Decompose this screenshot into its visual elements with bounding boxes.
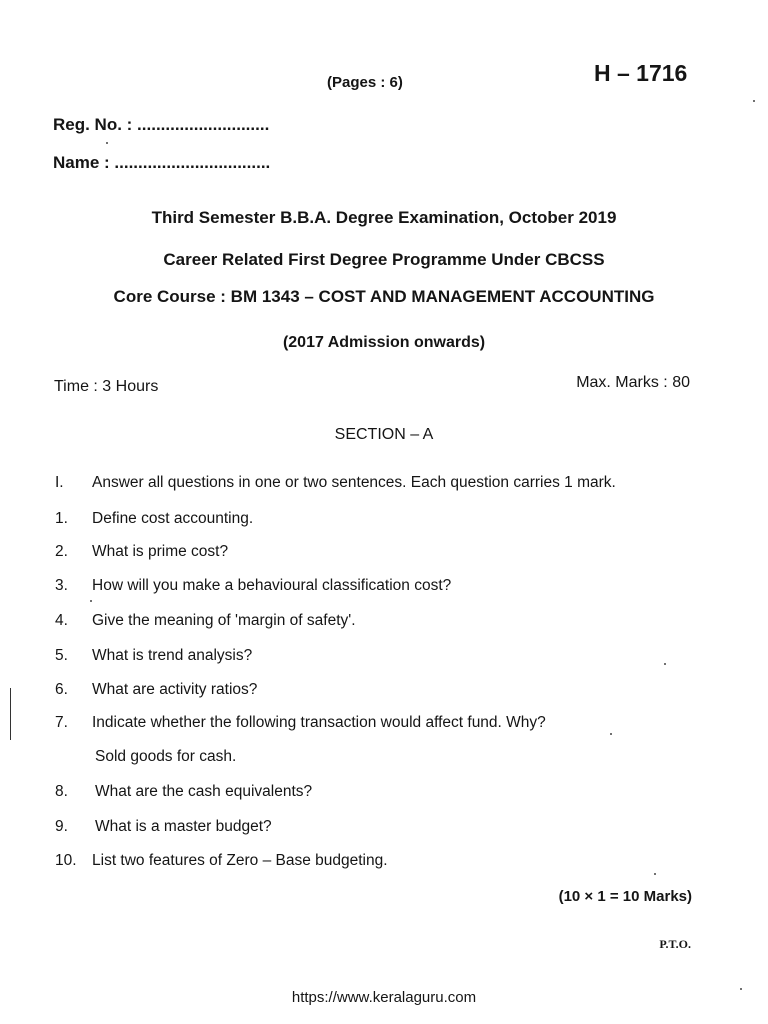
question-number: 5. — [55, 647, 68, 664]
section-heading: SECTION – A — [334, 426, 434, 443]
question-text: Give the meaning of 'margin of safety'. — [92, 612, 356, 629]
instruction-row — [0, 474, 768, 496]
admission-note: (2017 Admission onwards) — [282, 334, 486, 351]
question-text: What are activity ratios? — [92, 681, 258, 698]
question-row — [0, 818, 768, 840]
question-row — [0, 681, 768, 703]
question-text: List two features of Zero – Base budgeting. — [92, 852, 388, 869]
question-text: How will you make a behavioural classification cost? — [92, 577, 452, 594]
page-count: (Pages : 6) — [327, 74, 403, 91]
question-number: 7. — [55, 714, 68, 731]
question-row — [0, 612, 768, 634]
scan-speck — [753, 100, 755, 102]
question-number: 3. — [55, 577, 68, 594]
question-number: 4. — [55, 612, 68, 629]
question-number: 1. — [55, 510, 68, 527]
question-row — [0, 510, 768, 532]
course-title: Core Course : BM 1343 – COST AND MANAGEMENT ACCOUNTING — [113, 287, 655, 306]
question-row — [0, 647, 768, 669]
instruction-text: Answer all questions in one or two sentences. Each question carries 1 mark. — [92, 474, 616, 491]
question-row — [0, 714, 768, 736]
question-row — [0, 852, 768, 874]
question-text: What is trend analysis? — [92, 647, 253, 664]
footer-url: https://www.keralaguru.com — [291, 989, 477, 1006]
question-row — [0, 577, 768, 599]
exam-title: Third Semester B.B.A. Degree Examination, October 2019 — [151, 208, 617, 227]
question-number: 9. — [55, 818, 68, 835]
scan-speck — [654, 873, 656, 875]
section-marks-total: (10 × 1 = 10 Marks) — [558, 888, 692, 905]
scan-margin-mark — [10, 688, 11, 740]
programme-title: Career Related First Degree Programme Under CBCSS — [163, 250, 605, 269]
pto-label: P.T.O. — [659, 937, 691, 951]
question-number: 10. — [55, 852, 77, 869]
question-number: 6. — [55, 681, 68, 698]
question-text: What is prime cost? — [92, 543, 229, 560]
question-text: What are the cash equivalents? — [95, 783, 313, 800]
time-label: Time : 3 Hours — [54, 378, 159, 395]
question-row — [0, 748, 768, 770]
scan-speck — [740, 988, 742, 990]
paper-code: H – 1716 — [594, 60, 688, 86]
question-row — [0, 543, 768, 565]
scan-speck — [610, 733, 612, 735]
question-number: 8. — [55, 783, 68, 800]
question-text: Define cost accounting. — [92, 510, 254, 527]
question-text: Sold goods for cash. — [95, 748, 237, 765]
scan-speck — [90, 600, 92, 602]
reg-no-field: Reg. No. : ............................ — [53, 115, 270, 134]
max-marks-label: Max. Marks : 80 — [576, 374, 690, 391]
name-field: Name : ................................. — [53, 153, 271, 172]
question-row — [0, 783, 768, 805]
question-text: Indicate whether the following transaction would affect fund. Why? — [92, 714, 546, 731]
scan-speck — [106, 142, 108, 144]
question-text: What is a master budget? — [95, 818, 272, 835]
instruction-number: I. — [55, 474, 64, 491]
question-number: 2. — [55, 543, 68, 560]
scan-speck — [664, 663, 666, 665]
